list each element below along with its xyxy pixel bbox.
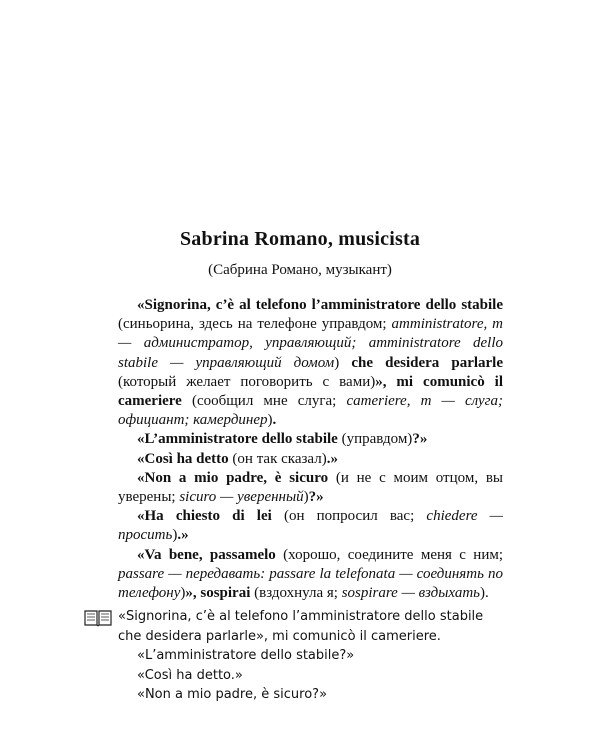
translation: (и не с моим отцом, вы уверены;: [118, 469, 503, 506]
reading-line: «Non a mio padre, è sicuro?»: [137, 687, 328, 703]
translation: ): [334, 354, 352, 371]
annotated-paragraph: [118, 430, 503, 449]
italian-phrase: .»: [326, 450, 338, 467]
annotated-paragraph: [118, 469, 503, 507]
open-book-icon: [84, 609, 112, 627]
plain-reading-text: [118, 607, 508, 705]
vocabulary-note: sicuro — уверенный: [179, 489, 304, 506]
italian-phrase: che desidera parlarle: [351, 354, 503, 371]
italian-phrase: «Va bene, passamelo: [137, 546, 276, 563]
italian-phrase: «Signorina, c’è al telefono l’amministratore dello stabile: [137, 297, 503, 313]
italian-phrase: «Non a mio padre, è sicuro: [137, 469, 329, 486]
annotated-paragraph: [118, 296, 503, 430]
translation: (синьорина, здесь на телефоне управдом;: [118, 316, 392, 333]
vocabulary-note: cameriere, m — слуга; официант; камердинер: [118, 393, 503, 429]
translation: (хорошо, соедините меня с ним;: [275, 546, 504, 563]
translation: ): [267, 412, 273, 429]
italian-phrase: », mi comunicò il cameriere: [118, 373, 503, 410]
italian-phrase: «Ha chiesto di lei: [137, 508, 272, 525]
reading-line: «Così ha detto.»: [137, 667, 243, 683]
italian-phrase: «L’amministratore dello stabile: [137, 431, 338, 448]
translation: ): [180, 585, 186, 602]
translation: (он попросил вас;: [271, 508, 427, 525]
annotated-paragraph: [118, 450, 503, 469]
translation: (управдом): [337, 431, 413, 448]
translation: ): [303, 489, 309, 506]
annotated-paragraph: [118, 546, 503, 604]
translation: (сообщил мне слуга;: [181, 393, 347, 410]
italian-phrase: «Così ha detto: [137, 450, 229, 467]
reading-line: «L’amministratore dello stabile?»: [137, 648, 355, 664]
reading-line: «Signorina, c’è al telefono l’amministratore dello stabile che desidera parlarle», mi comunicò il cameriere.: [118, 609, 484, 644]
translation: (он так сказал): [228, 450, 327, 467]
italian-phrase: », sospirai: [185, 585, 251, 602]
annotated-text: [118, 296, 503, 603]
italian-phrase: ?»: [308, 489, 324, 506]
italian-phrase: ?»: [412, 431, 428, 448]
story-title: Sabrina Romano, musicista: [179, 228, 421, 250]
annotated-paragraph: [118, 507, 503, 545]
vocabulary-note: passare — передавать: passare la telefonata — соединять по телефону: [118, 565, 503, 602]
translation: ): [172, 527, 178, 544]
translation: (который желает поговорить с вами): [118, 373, 376, 390]
italian-phrase: .: [272, 412, 277, 429]
translation: ).: [480, 585, 489, 602]
vocabulary-note: chiedere — просить: [118, 508, 503, 544]
vocabulary-note: amministratore, m — администратор, управляющий; amministratore dello stabile — управляющий домом: [118, 316, 503, 371]
translation: (вздохнула я;: [250, 585, 342, 602]
italian-phrase: .»: [177, 527, 189, 544]
vocabulary-note: sospirare — вздыхать: [341, 585, 481, 602]
story-subtitle: (Сабрина Романо, музыкант): [208, 262, 392, 278]
